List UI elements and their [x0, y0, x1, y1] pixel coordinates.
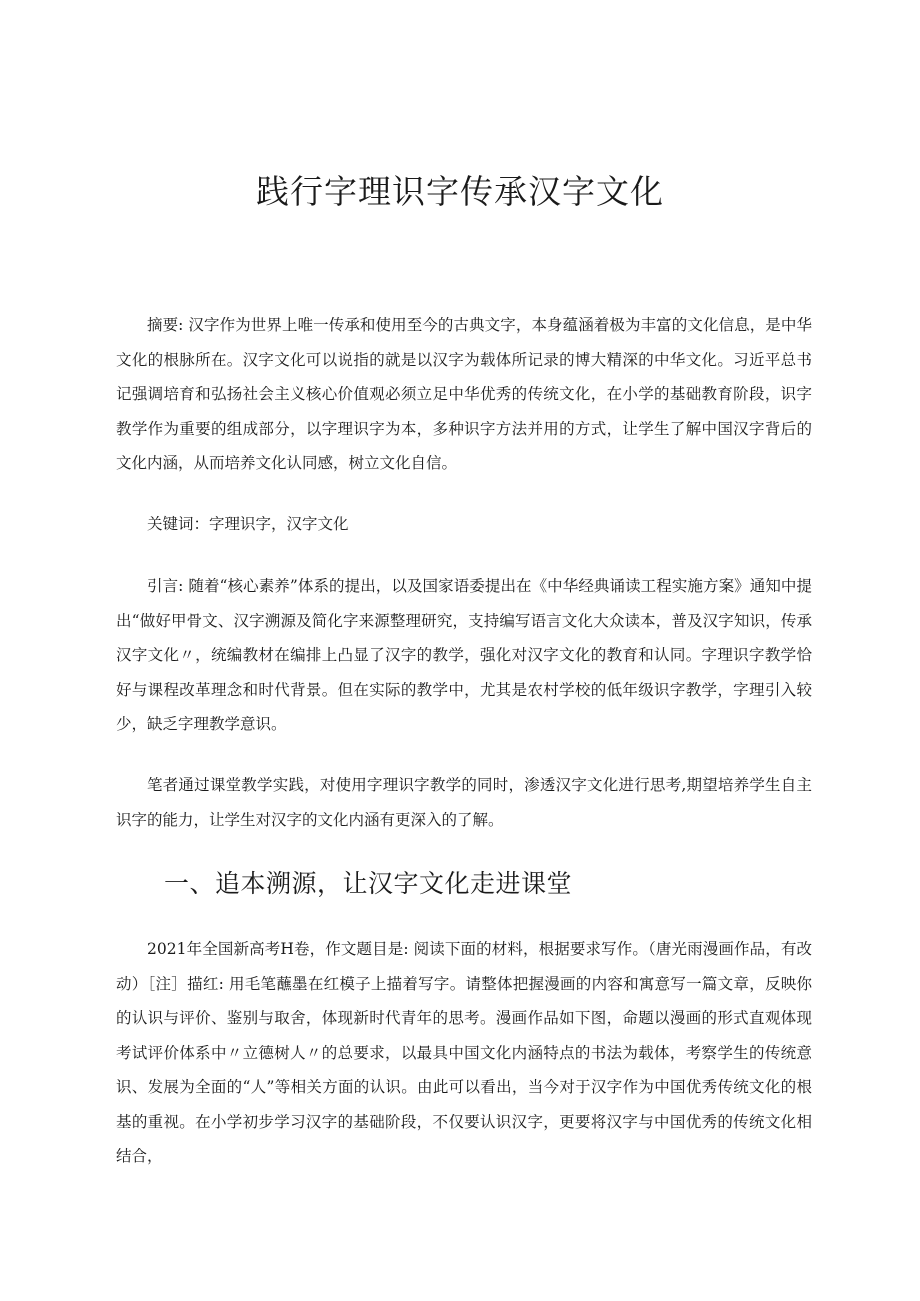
- introduction-paragraph: 引言: 随着“核心素养”体系的提出，以及国家语委提出在《中华经典诵读工程实施方案》通知中提出“做好甲骨文、汉字溯源及简化字来源整理研究，支持编写语言文化大众读本，普及汉字知识，传承汉字文化〃，统编教材在编排上凸显了汉字的教学，强化对汉字文化的教育和认同。字理识字教学恰好与课程改革理念和时代背景。但在实际的教学中，尤其是农村学校的低年级识字教学，字理引入较少，缺乏字理教学意识。: [116, 577, 812, 733]
- keywords-paragraph: 关键词：字理识字，汉字文化: [147, 515, 349, 533]
- abstract-paragraph: 摘要: 汉字作为世界上唯一传承和使用至今的古典文字，本身蕴涵着极为丰富的文化信息，是中华文化的根脉所在。汉字文化可以说指的就是以汉字为载体所记录的博大精深的中华文化。习近平总书记强调培育和弘扬社会主义核心价值观必须立足中华优秀的传统文化，在小学的基础教育阶段，识字教学作为重要的组成部分，以字理识字为本，多种识字方法并用的方式，让学生了解中国汉字背后的文化内涵，从而培养文化认同感，树立文化自信。: [116, 316, 812, 472]
- section-1-paragraph: 2021年全国新高考H卷，作文题目是: 阅读下面的材料，根据要求写作。（唐光雨漫画作品，有改动）［注］描红: 用毛笔蘸墨在红模子上描着写字。请整体把握漫画的内容和寓意写一篇文章，反映你的认识与评价、鉴别与取舍，体现新时代青年的思考。漫画作品如下图，命题以漫画的形式直观体现考试评价体系中〃立德树人〃的总要求，以最具中国文化内涵特点的书法为载体，考察学生的传统意识、发展为全面的“人”等相关方面的认识。由此可以看出，当今对于汉字作为中国优秀传统文化的根基的重视。在小学初步学习汉字的基础阶段，不仅要认识汉字，更要将汉字与中国优秀的传统文化相结合，: [116, 940, 812, 1165]
- document-title: 践行字理识字传承汉字文化: [256, 172, 664, 211]
- author-note-paragraph: 笔者通过课堂教学实践，对使用字理识字教学的同时，渗透汉字文化进行思考,期望培养学生自主识字的能力，让学生对汉字的文化内涵有更深入的了解。: [116, 776, 812, 829]
- section-heading-1: 一、追本溯源，让汉字文化走进课堂: [164, 869, 573, 898]
